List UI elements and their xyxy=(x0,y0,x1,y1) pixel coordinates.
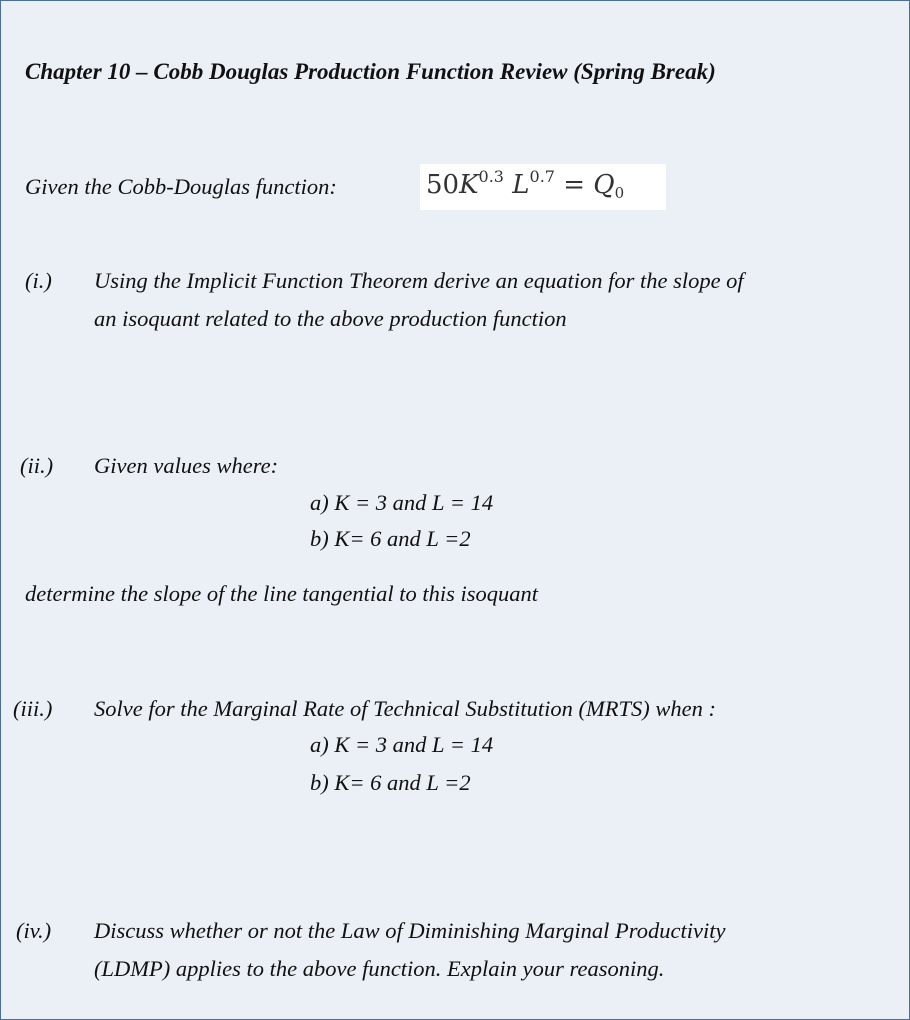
intro-text: Given the Cobb-Douglas function: xyxy=(25,174,337,199)
question-2-intro: Given values where: xyxy=(94,453,279,478)
formula-output-subscript: 0 xyxy=(614,184,625,202)
question-3-intro: Solve for the Marginal Rate of Technical Substitution (MRTS) when : xyxy=(94,696,717,721)
formula-capital: K xyxy=(459,170,479,200)
question-3-item-b: b) K= 6 and L =2 xyxy=(310,770,471,795)
question-4-label: (iv.) xyxy=(16,918,52,943)
formula-output: Q xyxy=(593,170,615,200)
question-2-label: (ii.) xyxy=(20,453,54,478)
cobb-douglas-formula xyxy=(426,167,625,202)
question-1-line-1: Using the Implicit Function Theorem derive an equation for the slope of xyxy=(94,268,744,293)
question-2-item-b: b) K= 6 and L =2 xyxy=(310,526,471,551)
formula-equals: = xyxy=(563,170,586,200)
formula-capital-exponent: 0.3 xyxy=(478,167,504,186)
formula-labor-exponent: 0.7 xyxy=(529,167,555,186)
question-2-tail: determine the slope of the line tangential to this isoquant xyxy=(25,581,539,606)
formula-coefficient: 50 xyxy=(426,170,460,200)
question-2-item-a: a) K = 3 and L = 14 xyxy=(310,490,494,515)
question-1-line-2: an isoquant related to the above production function xyxy=(94,306,567,331)
page-title: Chapter 10 – Cobb Douglas Production Function Review (Spring Break) xyxy=(25,59,716,84)
question-3-label: (iii.) xyxy=(13,696,53,721)
question-1-label: (i.) xyxy=(25,268,52,293)
formula-labor: L xyxy=(512,170,530,200)
question-3-item-a: a) K = 3 and L = 14 xyxy=(310,732,494,757)
question-4-line-2: (LDMP) applies to the above function. Explain your reasoning. xyxy=(94,956,665,981)
formula-image xyxy=(420,164,666,210)
question-4-line-1: Discuss whether or not the Law of Diminishing Marginal Productivity xyxy=(94,918,726,943)
